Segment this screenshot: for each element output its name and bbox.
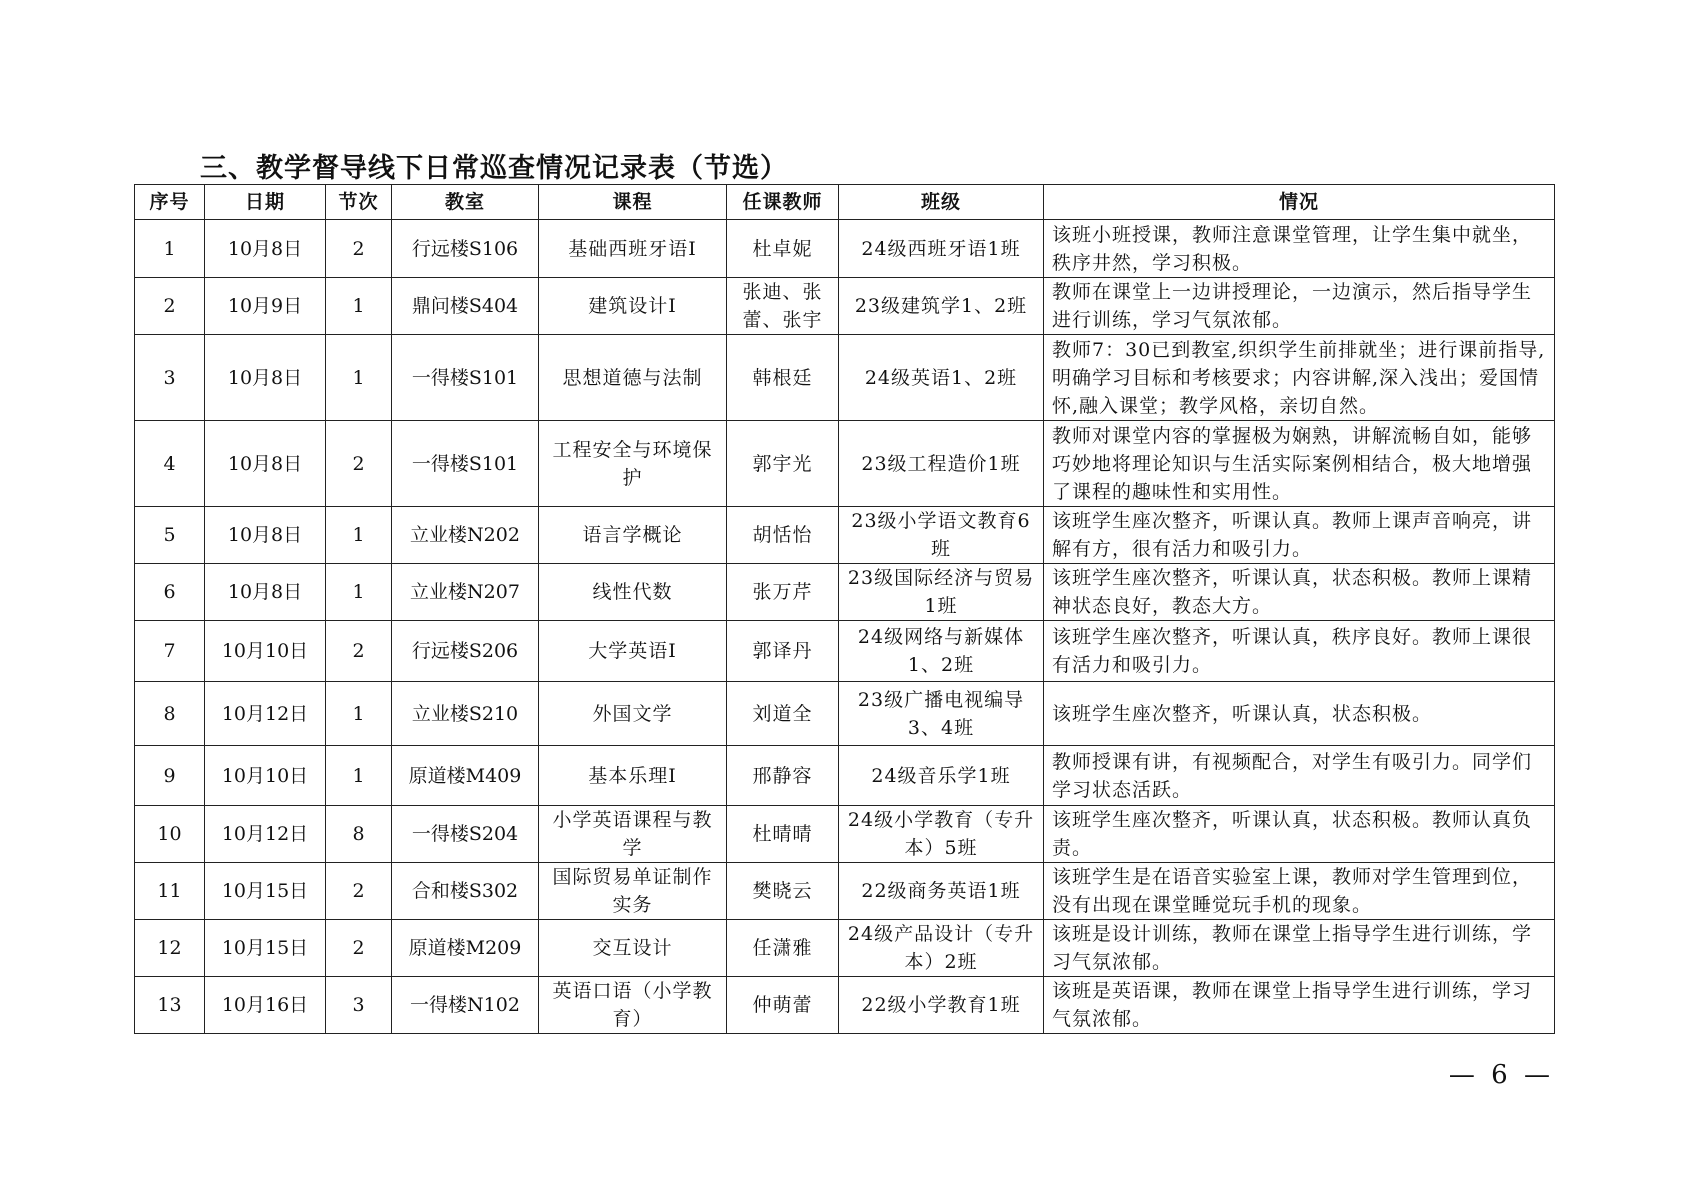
- cell-room: 一得楼N102: [392, 977, 539, 1034]
- cell-teacher: 张迪、张蕾、张宇: [727, 278, 839, 335]
- cell-no: 12: [135, 920, 205, 977]
- cell-room: 原道楼M209: [392, 920, 539, 977]
- cell-period: 2: [326, 621, 392, 682]
- cell-no: 4: [135, 421, 205, 507]
- cell-period: 1: [326, 507, 392, 564]
- cell-no: 10: [135, 806, 205, 863]
- cell-course: 英语口语（小学教育）: [539, 977, 727, 1034]
- cell-period: 1: [326, 278, 392, 335]
- cell-date: 10月8日: [205, 564, 326, 621]
- cell-course: 大学英语Ⅰ: [539, 621, 727, 682]
- cell-room: 行远楼S106: [392, 220, 539, 278]
- cell-situation: 该班小班授课，教师注意课堂管理，让学生集中就坐，秩序井然，学习积极。: [1044, 220, 1555, 278]
- cell-class: 22级小学教育1班: [839, 977, 1044, 1034]
- cell-class: 24级西班牙语1班: [839, 220, 1044, 278]
- cell-course: 国际贸易单证制作实务: [539, 863, 727, 920]
- cell-class: 24级英语1、2班: [839, 335, 1044, 421]
- cell-class: 24级产品设计（专升本）2班: [839, 920, 1044, 977]
- cell-situation: 该班学生座次整齐，听课认真，状态积极。教师认真负责。: [1044, 806, 1555, 863]
- cell-situation: 该班学生座次整齐，听课认真。教师上课声音响亮，讲解有方，很有活力和吸引力。: [1044, 507, 1555, 564]
- cell-teacher: 刘道全: [727, 682, 839, 746]
- cell-room: 一得楼S204: [392, 806, 539, 863]
- cell-period: 2: [326, 421, 392, 507]
- column-header-course: 课程: [539, 185, 727, 220]
- table-row: [135, 746, 1555, 806]
- cell-date: 10月16日: [205, 977, 326, 1034]
- cell-period: 1: [326, 335, 392, 421]
- cell-class: 24级音乐学1班: [839, 746, 1044, 806]
- cell-teacher: 任潇雅: [727, 920, 839, 977]
- cell-class: 23级国际经济与贸易1班: [839, 564, 1044, 621]
- table-row: [135, 621, 1555, 682]
- cell-situation: 教师在课堂上一边讲授理论，一边演示，然后指导学生进行训练，学习气氛浓郁。: [1044, 278, 1555, 335]
- table-row: [135, 507, 1555, 564]
- cell-course: 思想道德与法制: [539, 335, 727, 421]
- cell-course: 线性代数: [539, 564, 727, 621]
- cell-period: 2: [326, 920, 392, 977]
- cell-room: 一得楼S101: [392, 421, 539, 507]
- cell-date: 10月8日: [205, 335, 326, 421]
- cell-teacher: 胡恬怡: [727, 507, 839, 564]
- cell-room: 一得楼S101: [392, 335, 539, 421]
- cell-no: 11: [135, 863, 205, 920]
- cell-period: 1: [326, 564, 392, 621]
- cell-class: 23级建筑学1、2班: [839, 278, 1044, 335]
- cell-course: 外国文学: [539, 682, 727, 746]
- cell-no: 2: [135, 278, 205, 335]
- cell-no: 8: [135, 682, 205, 746]
- cell-course: 语言学概论: [539, 507, 727, 564]
- cell-date: 10月12日: [205, 682, 326, 746]
- cell-period: 1: [326, 682, 392, 746]
- cell-no: 1: [135, 220, 205, 278]
- cell-date: 10月8日: [205, 421, 326, 507]
- cell-room: 合和楼S302: [392, 863, 539, 920]
- cell-course: 交互设计: [539, 920, 727, 977]
- page-number: — 6 —: [1448, 1060, 1554, 1090]
- column-header-class: 班级: [839, 185, 1044, 220]
- table-body: [135, 220, 1555, 1034]
- cell-class: 23级工程造价1班: [839, 421, 1044, 507]
- cell-situation: 该班学生是在语音实验室上课，教师对学生管理到位，没有出现在课堂睡觉玩手机的现象。: [1044, 863, 1555, 920]
- cell-teacher: 张万芹: [727, 564, 839, 621]
- cell-no: 7: [135, 621, 205, 682]
- cell-class: 24级小学教育（专升本）5班: [839, 806, 1044, 863]
- cell-course: 小学英语课程与教学: [539, 806, 727, 863]
- cell-room: 立业楼N207: [392, 564, 539, 621]
- cell-course: 建筑设计Ⅰ: [539, 278, 727, 335]
- inspection-record-table: [134, 184, 1555, 1034]
- table-row: [135, 564, 1555, 621]
- cell-date: 10月12日: [205, 806, 326, 863]
- cell-situation: 该班学生座次整齐，听课认真，状态积极。教师上课精神状态良好，教态大方。: [1044, 564, 1555, 621]
- column-header-date: 日期: [205, 185, 326, 220]
- cell-period: 8: [326, 806, 392, 863]
- cell-date: 10月8日: [205, 220, 326, 278]
- cell-period: 2: [326, 220, 392, 278]
- cell-situation: 该班是英语课，教师在课堂上指导学生进行训练，学习气氛浓郁。: [1044, 977, 1555, 1034]
- cell-teacher: 樊晓云: [727, 863, 839, 920]
- table-row: [135, 806, 1555, 863]
- cell-date: 10月15日: [205, 920, 326, 977]
- cell-situation: 教师对课堂内容的掌握极为娴熟，讲解流畅自如，能够巧妙地将理论知识与生活实际案例相结合，极大地增强了课程的趣味性和实用性。: [1044, 421, 1555, 507]
- cell-period: 3: [326, 977, 392, 1034]
- cell-period: 1: [326, 746, 392, 806]
- cell-room: 鼎问楼S404: [392, 278, 539, 335]
- cell-course: 基础西班牙语Ⅰ: [539, 220, 727, 278]
- cell-room: 行远楼S206: [392, 621, 539, 682]
- cell-class: 23级小学语文教育6班: [839, 507, 1044, 564]
- cell-situation: 该班是设计训练，教师在课堂上指导学生进行训练，学习气氛浓郁。: [1044, 920, 1555, 977]
- cell-class: 22级商务英语1班: [839, 863, 1044, 920]
- cell-no: 5: [135, 507, 205, 564]
- cell-no: 6: [135, 564, 205, 621]
- table-header-row: [135, 185, 1555, 220]
- cell-no: 13: [135, 977, 205, 1034]
- cell-date: 10月10日: [205, 621, 326, 682]
- column-header-teacher: 任课教师: [727, 185, 839, 220]
- cell-course: 基本乐理Ⅰ: [539, 746, 727, 806]
- cell-room: 立业楼N202: [392, 507, 539, 564]
- cell-teacher: 杜晴晴: [727, 806, 839, 863]
- cell-situation: 教师授课有讲，有视频配合，对学生有吸引力。同学们学习状态活跃。: [1044, 746, 1555, 806]
- table-row: [135, 920, 1555, 977]
- cell-situation: 教师7：30已到教室,织织学生前排就坐；进行课前指导,明确学习目标和考核要求；内容讲解,深入浅出；爱国情怀,融入课堂；教学风格，亲切自然。: [1044, 335, 1555, 421]
- cell-teacher: 韩根廷: [727, 335, 839, 421]
- column-header-no: 序号: [135, 185, 205, 220]
- cell-course: 工程安全与环境保护: [539, 421, 727, 507]
- cell-no: 3: [135, 335, 205, 421]
- table-row: [135, 863, 1555, 920]
- cell-date: 10月10日: [205, 746, 326, 806]
- cell-class: 24级网络与新媒体1、2班: [839, 621, 1044, 682]
- cell-situation: 该班学生座次整齐，听课认真，秩序良好。教师上课很有活力和吸引力。: [1044, 621, 1555, 682]
- cell-class: 23级广播电视编导3、4班: [839, 682, 1044, 746]
- cell-no: 9: [135, 746, 205, 806]
- table-row: [135, 977, 1555, 1034]
- cell-room: 立业楼S210: [392, 682, 539, 746]
- column-header-period: 节次: [326, 185, 392, 220]
- table-row: [135, 335, 1555, 421]
- column-header-room: 教室: [392, 185, 539, 220]
- table-row: [135, 682, 1555, 746]
- cell-teacher: 郭宇光: [727, 421, 839, 507]
- cell-teacher: 杜卓妮: [727, 220, 839, 278]
- cell-date: 10月15日: [205, 863, 326, 920]
- cell-period: 2: [326, 863, 392, 920]
- table-row: [135, 421, 1555, 507]
- cell-situation: 该班学生座次整齐，听课认真，状态积极。: [1044, 682, 1555, 746]
- table-row: [135, 220, 1555, 278]
- cell-teacher: 郭译丹: [727, 621, 839, 682]
- cell-teacher: 邢静容: [727, 746, 839, 806]
- cell-teacher: 仲萌蕾: [727, 977, 839, 1034]
- table-row: [135, 278, 1555, 335]
- page-title: 三、教学督导线下日常巡查情况记录表（节选）: [200, 153, 788, 184]
- cell-date: 10月9日: [205, 278, 326, 335]
- cell-date: 10月8日: [205, 507, 326, 564]
- cell-room: 原道楼M409: [392, 746, 539, 806]
- column-header-situation: 情况: [1044, 185, 1555, 220]
